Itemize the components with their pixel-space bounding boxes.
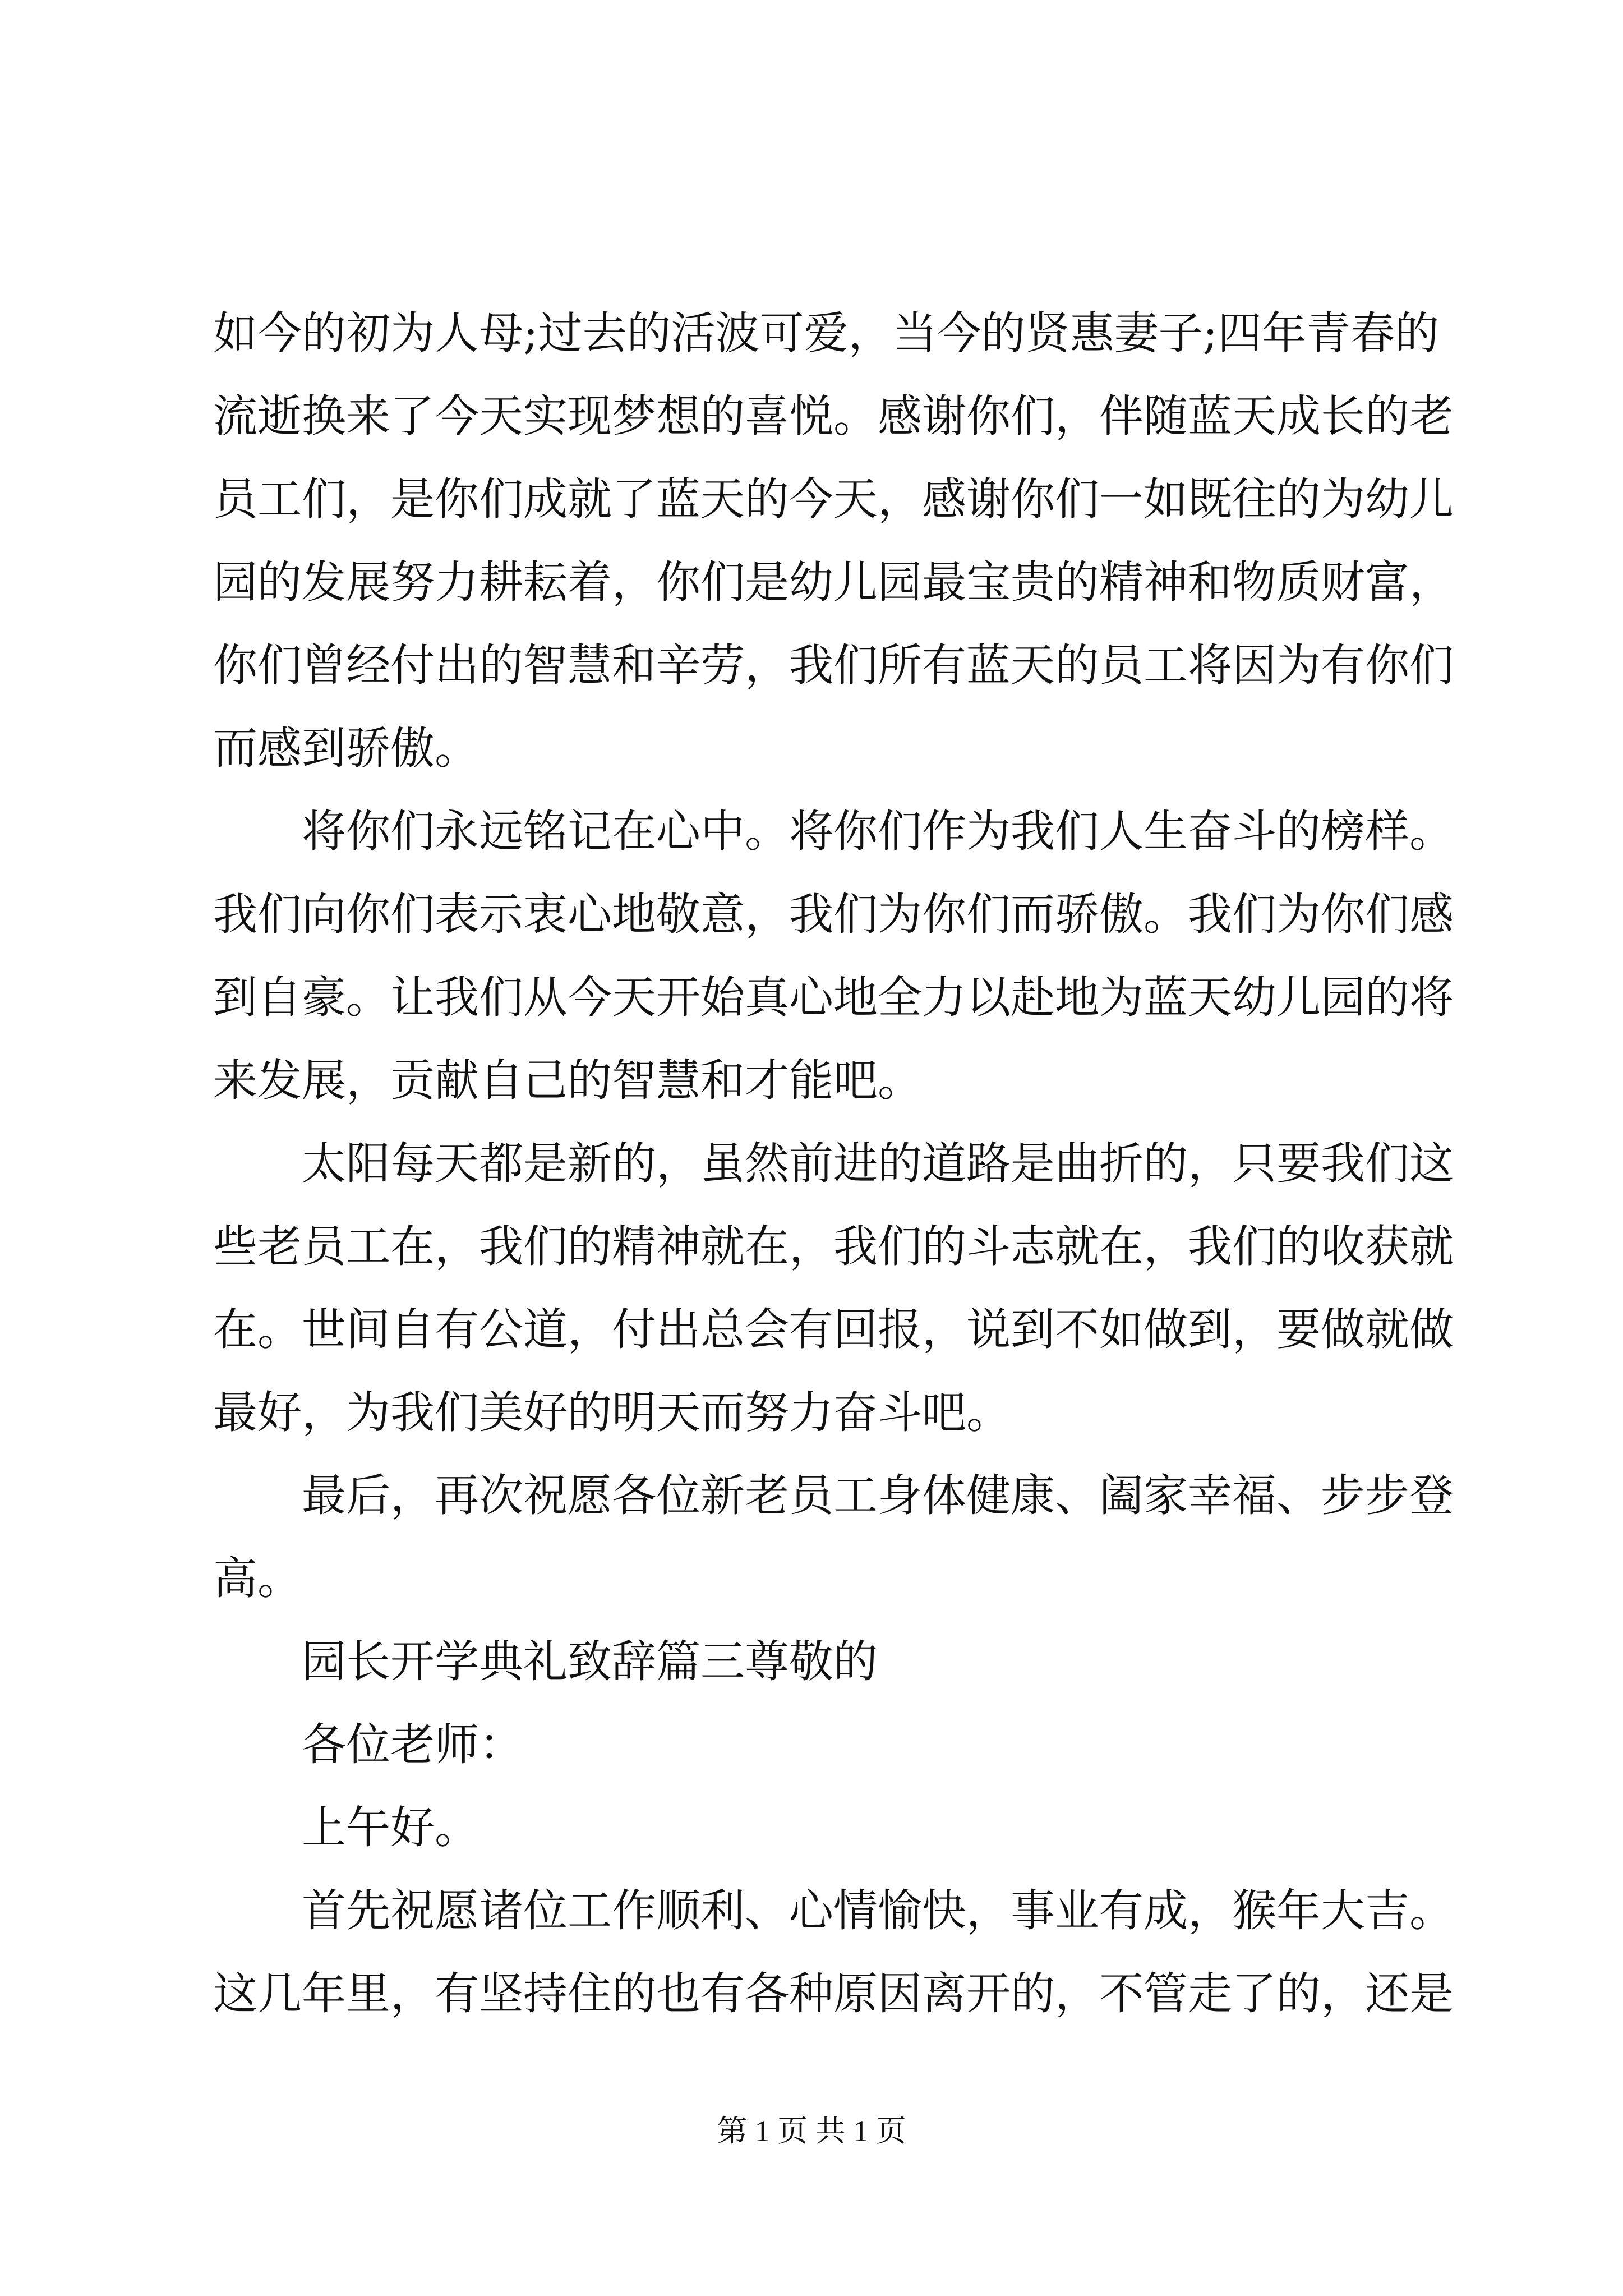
text-line: 如今的初为人母;过去的活波可爱，当今的贤惠妻子;四年青春的 (213, 307, 1440, 359)
page-footer: 第 1 页 共 1 页 (717, 2114, 906, 2148)
text-line: 高。 (213, 1553, 302, 1604)
text-line: 员工们，是你们成就了蓝天的今天，感谢你们一如既往的为幼儿 (213, 473, 1454, 525)
text-line: 上午好。 (302, 1802, 479, 1853)
text-line: 最后，再次祝愿各位新老员工身体健康、阖家幸福、步步登 (302, 1470, 1454, 1521)
text-line: 这几年里，有坚持住的也有各种原因离开的，不管走了的，还是 (213, 1968, 1454, 2019)
document-body (213, 292, 1454, 2035)
text-line: 在。世间自有公道，付出总会有回报，说到不如做到，要做就做 (213, 1304, 1454, 1355)
text-line: 我们向你们表示衷心地敬意，我们为你们而骄傲。我们为你们感 (213, 889, 1454, 940)
text-line: 到自豪。让我们从今天开始真心地全力以赴地为蓝天幼儿园的将 (213, 972, 1454, 1023)
text-line: 些老员工在，我们的精神就在，我们的斗志就在，我们的收获就 (213, 1221, 1454, 1272)
text-line: 首先祝愿诸位工作顺利、心情愉快，事业有成，猴年大吉。 (302, 1885, 1454, 1936)
text-line: 园长开学典礼致辞篇三尊敬的 (302, 1636, 878, 1687)
text-line: 各位老师： (302, 1719, 523, 1770)
text-line: 流逝换来了今天实现梦想的喜悦。感谢你们，伴随蓝天成长的老 (213, 390, 1454, 442)
text-line: 太阳每天都是新的，虽然前进的道路是曲折的，只要我们这 (302, 1138, 1454, 1189)
text-line: 你们曾经付出的智慧和辛劳，我们所有蓝天的员工将因为有你们 (213, 639, 1454, 691)
text-line: 来发展，贡献自己的智慧和才能吧。 (213, 1055, 922, 1106)
text-line: 园的发展努力耕耘着，你们是幼儿园最宝贵的精神和物质财富， (213, 556, 1454, 608)
text-line: 最好，为我们美好的明天而努力奋斗吧。 (213, 1387, 1011, 1438)
text-line: 而感到骄傲。 (213, 723, 479, 774)
text-line: 将你们永远铭记在心中。将你们作为我们人生奋斗的榜样。 (302, 806, 1454, 857)
